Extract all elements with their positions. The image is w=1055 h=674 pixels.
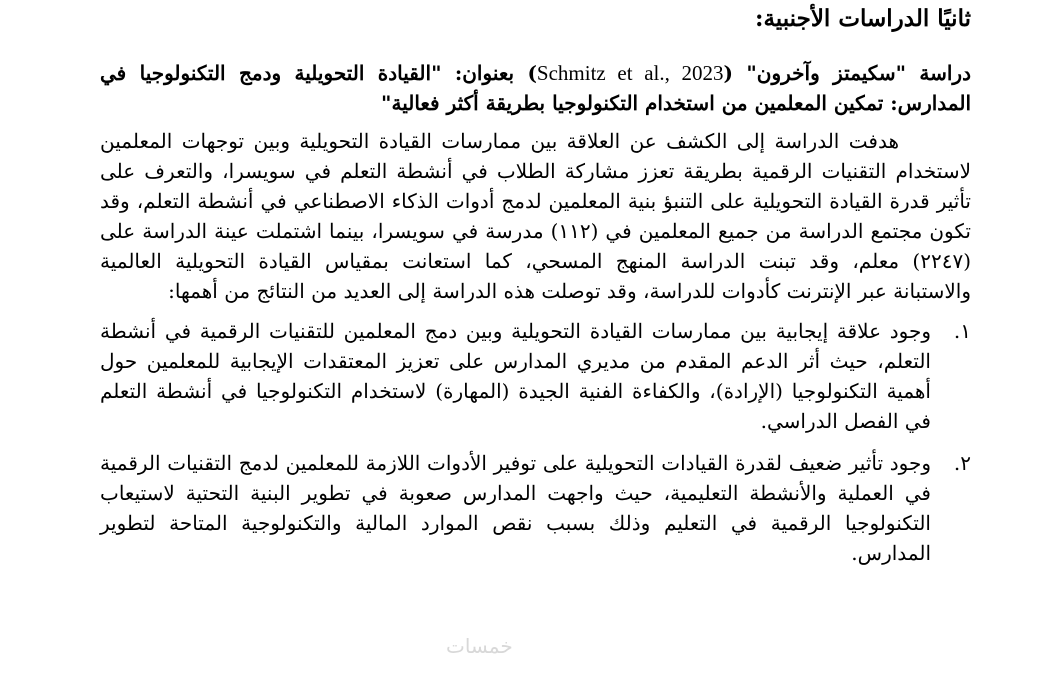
watermark: خمسات [446, 634, 513, 658]
abstract-paragraph: هدفت الدراسة إلى الكشف عن العلاقة بين ممارسات القيادة التحويلية وبين توجهات المعلمين لاستخدام التقنيات الرقمية بطريقة تعزز مشاركة الطلاب في أنشطة التعلم في سويسرا، والتعرف على تأثير قدرة القيادة التحويلية على التنبؤ بنية المعلمين لدمج أدوات الذكاء الاصطناعي في أنشطة التعلم، وقد تكون مجتمع الدراسة من جميع المعلمين في (١١٢) مدرسة في سويسرا، بينما اشتملت عينة الدراسة على (٢٢٤٧) معلم، وقد تبنت الدراسة المنهج المسحي، كما استعانت بمقياس القيادة التحويلية العالمية والاستبانة عبر الإنترنت كأدوات للدراسة، وقد توصلت هذه الدراسة إلى العديد من النتائج من أهمها: [100, 129, 972, 303]
findings-list [100, 316, 971, 568]
study-citation: Schmitz et al., 2023 [536, 61, 724, 85]
study-title-prefix: دراسة "سكيمتز وآخرون" ( [723, 61, 971, 85]
finding-item [100, 316, 971, 436]
finding-number: ٢. [953, 451, 971, 475]
finding-text: وجود تأثير ضعيف لقدرة القيادات التحويلية على توفير الأدوات اللازمة للمعلمين لدمج التقنيات الرقمية في العملية والأنشطة التعليمية، حيث واجهت المدارس صعوبة في تطوير البنية التحتية لاستيعاب التكنولوجيا الرقمية في التعليم وذلك بسبب نقص الموارد المالية والتكنولوجية المتاحة لتطوير المدارس. [100, 451, 931, 565]
finding-item [100, 448, 971, 568]
finding-number: ١. [953, 319, 971, 343]
finding-text: وجود علاقة إيجابية بين ممارسات القيادة التحويلية وبين دمج المعلمين للتقنيات الرقمية في أنشطة التعلم، حيث أثر الدعم المقدم من مديري المدارس على تعزيز المعتقدات الإيجابية للمعلمين حول أهمية التكنولوجيا (الإرادة)، والكفاءة الفنية الجيدة (المهارة) لاستخدام التكنولوجيا في أنشطة التعلم في الفصل الدراسي. [100, 319, 931, 433]
study-title [100, 58, 971, 118]
study-title-suffix: ) بعنوان: "القيادة التحويلية ودمج التكنولوجيا في المدارس: تمكين المعلمين من استخدام التكنولوجيا بطريقة أكثر فعالية" [100, 61, 971, 115]
section-heading: ثانيًا الدراسات الأجنبية: [754, 5, 971, 32]
